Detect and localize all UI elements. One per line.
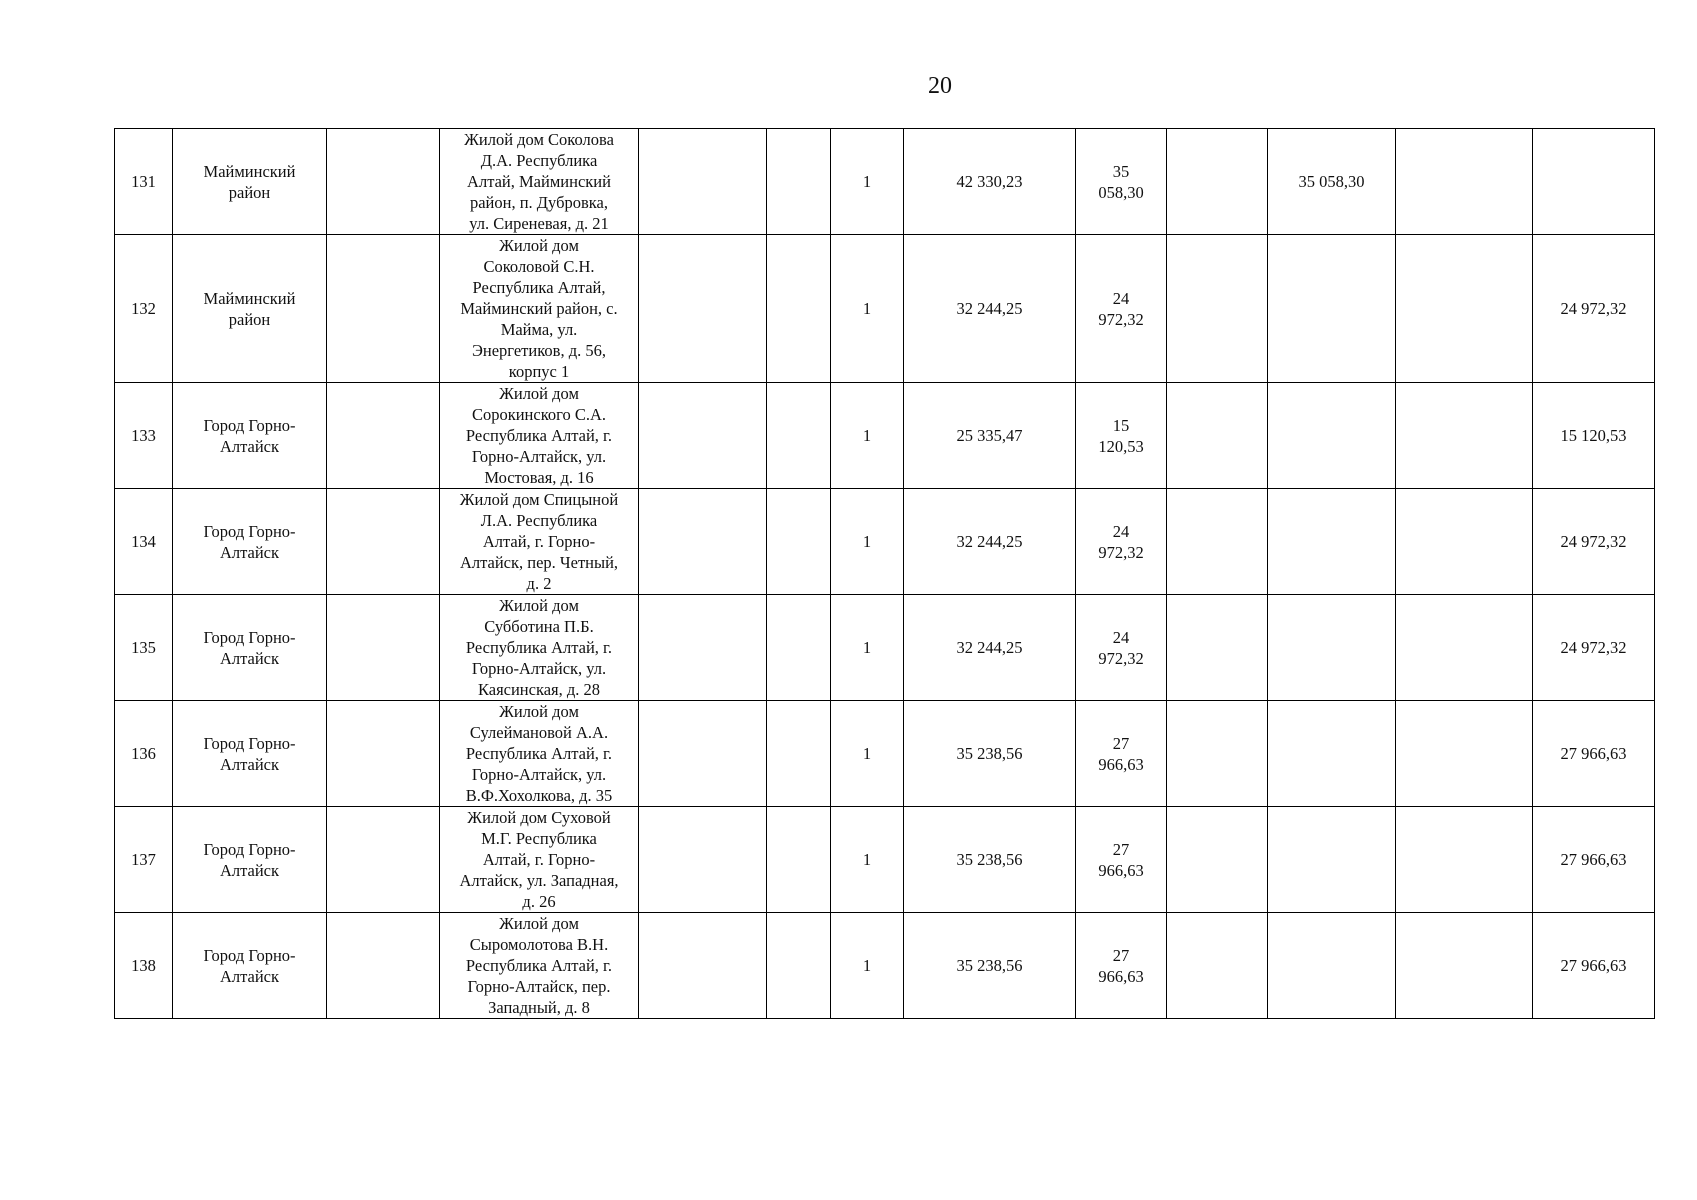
table-row: [115, 235, 1655, 383]
address-line: Сорокинского С.А.: [471, 405, 607, 424]
quantity-cell: 1: [831, 129, 904, 235]
address-line: Жилой дом: [499, 702, 579, 721]
address-line: Алтай, г. Горно-: [482, 850, 596, 869]
address-line: д. 26: [522, 892, 556, 911]
district-line: район: [228, 182, 271, 202]
amount-line: 966,63: [1098, 860, 1144, 880]
district-line: Город Горно-: [203, 839, 296, 859]
row-number-cell: 137: [115, 807, 173, 913]
empty-cell: [639, 235, 767, 383]
district-cell: [173, 595, 327, 701]
amount-line: 27: [1112, 839, 1130, 859]
empty-cell: [1396, 807, 1533, 913]
address-line: Соколовой С.Н.: [483, 257, 595, 276]
quantity-cell: 1: [831, 701, 904, 807]
empty-cell: [767, 595, 831, 701]
address-line: д. 2: [526, 574, 552, 593]
amount-line: 966,63: [1098, 754, 1144, 774]
empty-cell: [1396, 129, 1533, 235]
empty-cell: [767, 489, 831, 595]
empty-cell: [1167, 913, 1268, 1019]
table-body: [115, 129, 1655, 1019]
federal-funds-cell: [1268, 595, 1396, 701]
district-line: Алтайск: [219, 754, 280, 774]
total-cost-cell: 42 330,23: [904, 129, 1076, 235]
amount-line: 24: [1112, 627, 1130, 647]
empty-cell: [767, 129, 831, 235]
table-row: [115, 383, 1655, 489]
empty-cell: [327, 595, 440, 701]
empty-cell: [1396, 235, 1533, 383]
amount-line: 24: [1112, 521, 1130, 541]
amount-line: 35: [1112, 161, 1130, 181]
amount-cell: [1076, 701, 1167, 807]
empty-cell: [1396, 701, 1533, 807]
address-line: Республика Алтай, г.: [465, 956, 613, 975]
empty-cell: [767, 383, 831, 489]
quantity-cell: 1: [831, 489, 904, 595]
address-line: Алтай, г. Горно-: [482, 532, 596, 551]
address-line: Республика Алтай, г.: [465, 744, 613, 763]
federal-funds-cell: [1268, 235, 1396, 383]
district-line: Алтайск: [219, 648, 280, 668]
row-number-cell: 135: [115, 595, 173, 701]
empty-cell: [1167, 701, 1268, 807]
other-funds-cell: 24 972,32: [1533, 489, 1655, 595]
empty-cell: [1396, 595, 1533, 701]
total-cost-cell: 35 238,56: [904, 913, 1076, 1019]
table-row: [115, 701, 1655, 807]
address-line: Сулеймановой А.А.: [469, 723, 609, 742]
address-line: Жилой дом Соколова: [464, 130, 614, 149]
amount-cell: [1076, 129, 1167, 235]
empty-cell: [1167, 807, 1268, 913]
amount-cell: [1076, 235, 1167, 383]
address-line: Жилой дом: [499, 384, 579, 403]
district-line: Алтайск: [219, 542, 280, 562]
total-cost-cell: 32 244,25: [904, 595, 1076, 701]
empty-cell: [327, 383, 440, 489]
total-cost-cell: 25 335,47: [904, 383, 1076, 489]
empty-cell: [1167, 383, 1268, 489]
table-row: [115, 489, 1655, 595]
address-line: Республика Алтай, г.: [465, 426, 613, 445]
address-line: Горно-Алтайск, ул.: [471, 765, 607, 784]
address-line: корпус 1: [508, 362, 570, 381]
amount-cell: [1076, 595, 1167, 701]
address-line: Жилой дом: [499, 914, 579, 933]
amount-line: 15: [1112, 415, 1130, 435]
total-cost-cell: 35 238,56: [904, 701, 1076, 807]
total-cost-cell: 32 244,25: [904, 489, 1076, 595]
empty-cell: [639, 807, 767, 913]
federal-funds-cell: [1268, 489, 1396, 595]
amount-line: 972,32: [1098, 648, 1144, 668]
address-line: Субботина П.Б.: [484, 617, 594, 636]
address-line: Жилой дом: [499, 236, 579, 255]
district-line: Город Горно-: [203, 945, 296, 965]
quantity-cell: 1: [831, 383, 904, 489]
district-line: Город Горно-: [203, 627, 296, 647]
district-cell: [173, 383, 327, 489]
district-cell: [173, 489, 327, 595]
address-line: Горно-Алтайск, ул.: [471, 447, 607, 466]
quantity-cell: 1: [831, 235, 904, 383]
amount-line: 120,53: [1098, 436, 1144, 456]
district-line: Город Горно-: [203, 733, 296, 753]
address-line: Горно-Алтайск, ул.: [471, 659, 607, 678]
amount-line: 058,30: [1098, 182, 1144, 202]
federal-funds-cell: [1268, 701, 1396, 807]
address-line: Республика Алтай, г.: [465, 638, 613, 657]
empty-cell: [767, 701, 831, 807]
quantity-cell: 1: [831, 913, 904, 1019]
district-cell: [173, 235, 327, 383]
empty-cell: [639, 701, 767, 807]
district-line: Город Горно-: [203, 415, 296, 435]
empty-cell: [327, 489, 440, 595]
table-row: [115, 913, 1655, 1019]
address-line: В.Ф.Хохолкова, д. 35: [465, 786, 613, 805]
address-line: Л.А. Республика: [480, 511, 598, 530]
address-cell: [440, 913, 639, 1019]
address-line: Майма, ул.: [500, 320, 578, 339]
address-line: Жилой дом Суховой: [467, 808, 611, 827]
other-funds-cell: 27 966,63: [1533, 913, 1655, 1019]
district-line: Майминский: [203, 161, 296, 181]
district-cell: [173, 129, 327, 235]
empty-cell: [327, 235, 440, 383]
address-line: Майминский район, с.: [460, 299, 618, 318]
row-number-cell: 136: [115, 701, 173, 807]
address-cell: [440, 807, 639, 913]
address-line: Алтайск, ул. Западная,: [459, 871, 619, 890]
address-line: Каясинская, д. 28: [477, 680, 601, 699]
district-line: Алтайск: [219, 436, 280, 456]
address-line: Д.А. Республика: [480, 151, 598, 170]
address-line: М.Г. Республика: [481, 829, 597, 848]
empty-cell: [1396, 913, 1533, 1019]
table-row: [115, 129, 1655, 235]
federal-funds-cell: [1268, 383, 1396, 489]
amount-line: 27: [1112, 945, 1130, 965]
address-line: Алтай, Майминский: [467, 172, 611, 191]
empty-cell: [1167, 235, 1268, 383]
address-cell: [440, 383, 639, 489]
row-number-cell: 134: [115, 489, 173, 595]
other-funds-cell: 27 966,63: [1533, 701, 1655, 807]
district-line: Город Горно-: [203, 521, 296, 541]
address-line: Западный, д. 8: [488, 998, 590, 1017]
address-line: Республика Алтай,: [472, 278, 606, 297]
empty-cell: [1167, 489, 1268, 595]
amount-line: 972,32: [1098, 542, 1144, 562]
empty-cell: [639, 595, 767, 701]
quantity-cell: 1: [831, 807, 904, 913]
row-number-cell: 132: [115, 235, 173, 383]
empty-cell: [1167, 129, 1268, 235]
empty-cell: [767, 913, 831, 1019]
housing-registry-table: [114, 128, 1655, 1019]
district-line: Алтайск: [219, 966, 280, 986]
address-cell: [440, 129, 639, 235]
empty-cell: [639, 129, 767, 235]
empty-cell: [1396, 489, 1533, 595]
empty-cell: [767, 235, 831, 383]
address-line: Сыромолотова В.Н.: [469, 935, 609, 954]
table-row: [115, 807, 1655, 913]
address-line: Алтайск, пер. Четный,: [459, 553, 619, 572]
empty-cell: [327, 701, 440, 807]
other-funds-cell: 27 966,63: [1533, 807, 1655, 913]
district-cell: [173, 913, 327, 1019]
table-row: [115, 595, 1655, 701]
other-funds-cell: 24 972,32: [1533, 235, 1655, 383]
district-cell: [173, 807, 327, 913]
empty-cell: [327, 129, 440, 235]
empty-cell: [767, 807, 831, 913]
row-number-cell: 133: [115, 383, 173, 489]
amount-cell: [1076, 807, 1167, 913]
empty-cell: [1396, 383, 1533, 489]
address-line: Горно-Алтайск, пер.: [467, 977, 611, 996]
amount-cell: [1076, 913, 1167, 1019]
district-line: Майминский: [203, 288, 296, 308]
address-cell: [440, 489, 639, 595]
address-line: ул. Сиреневая, д. 21: [469, 214, 609, 233]
federal-funds-cell: [1268, 807, 1396, 913]
row-number-cell: 131: [115, 129, 173, 235]
empty-cell: [639, 913, 767, 1019]
district-cell: [173, 701, 327, 807]
empty-cell: [639, 383, 767, 489]
page-number: 20: [928, 73, 952, 99]
empty-cell: [1167, 595, 1268, 701]
amount-cell: [1076, 383, 1167, 489]
address-line: район, п. Дубровка,: [469, 193, 608, 212]
empty-cell: [639, 489, 767, 595]
address-line: Жилой дом: [499, 596, 579, 615]
address-line: Мостовая, д. 16: [484, 468, 594, 487]
other-funds-cell: 24 972,32: [1533, 595, 1655, 701]
address-line: Энергетиков, д. 56,: [472, 341, 606, 360]
total-cost-cell: 35 238,56: [904, 807, 1076, 913]
address-line: Жилой дом Спицыной: [459, 490, 619, 509]
empty-cell: [327, 807, 440, 913]
total-cost-cell: 32 244,25: [904, 235, 1076, 383]
district-line: Алтайск: [219, 860, 280, 880]
quantity-cell: 1: [831, 595, 904, 701]
district-line: район: [228, 309, 271, 329]
other-funds-cell: [1533, 129, 1655, 235]
row-number-cell: 138: [115, 913, 173, 1019]
federal-funds-cell: [1268, 913, 1396, 1019]
other-funds-cell: 15 120,53: [1533, 383, 1655, 489]
address-cell: [440, 701, 639, 807]
federal-funds-cell: 35 058,30: [1268, 129, 1396, 235]
amount-cell: [1076, 489, 1167, 595]
address-cell: [440, 235, 639, 383]
amount-line: 972,32: [1098, 309, 1144, 329]
amount-line: 27: [1112, 733, 1130, 753]
amount-line: 24: [1112, 288, 1130, 308]
address-cell: [440, 595, 639, 701]
empty-cell: [327, 913, 440, 1019]
amount-line: 966,63: [1098, 966, 1144, 986]
